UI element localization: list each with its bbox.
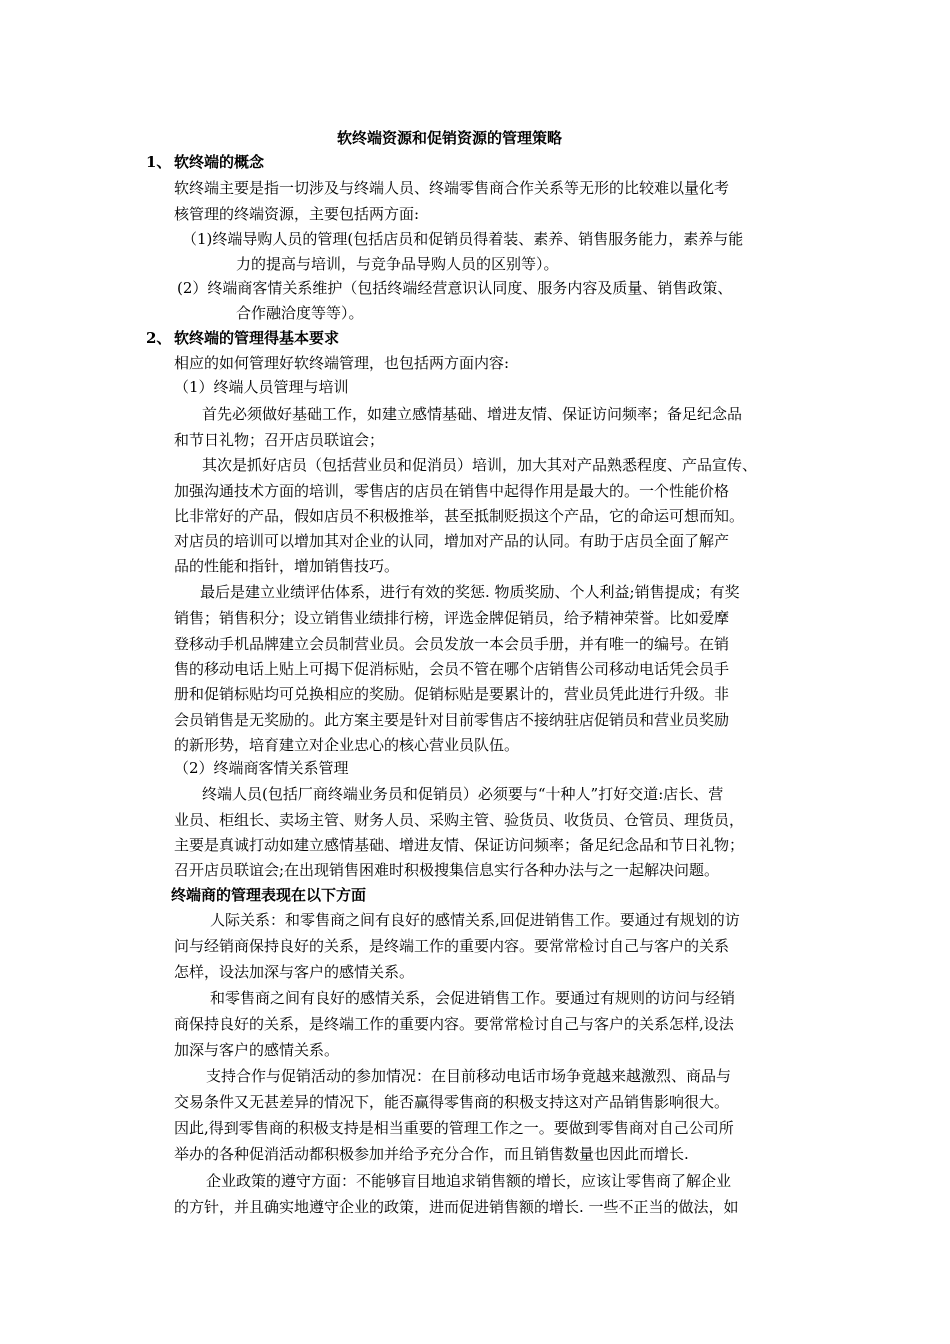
section-2-number: 2、 bbox=[146, 329, 172, 347]
section-2-intro: 相应的如何管理好软终端管理，也包括两方面内容: bbox=[174, 354, 510, 372]
document-title: 软终端资源和促销资源的管理策略 bbox=[337, 129, 563, 147]
paragraph-line: 怎样，设法加深与客户的感情关系。 bbox=[174, 963, 415, 981]
paragraph-line: 召开店员联谊会;在出现销售困难时积极搜集信息实行各种办法与之一起解决问题。 bbox=[174, 861, 720, 879]
section-1-item-2-line: (2）终端商客情关系维护（包括终端经营意识认同度、服务内容及质量、销售政策、 bbox=[177, 279, 733, 297]
section-1-intro-line: 软终端主要是指一切涉及与终端人员、终端零售商合作关系等无形的比较难以量化考 bbox=[174, 179, 730, 197]
section-2-heading: 软终端的管理得基本要求 bbox=[174, 329, 340, 347]
paragraph-line: 销售；销售积分；设立销售业绩排行榜，评选金牌促销员，给予精神荣誉。比如爱摩 bbox=[174, 609, 730, 627]
paragraph-line: 加深与客户的感情关系。 bbox=[174, 1041, 340, 1059]
paragraph-line: 的新形势，培育建立对企业忠心的核心营业员队伍。 bbox=[174, 736, 520, 754]
paragraph-line: 售的移动电话上贴上可揭下促消标贴，会员不管在哪个店销售公司移动电话凭会员手 bbox=[174, 660, 730, 678]
section-1-item-2-line: 合作融洽度等等）。 bbox=[236, 304, 364, 322]
section-1-intro-line: 核管理的终端资源，主要包括两方面: bbox=[174, 205, 420, 223]
paragraph-line: 支持合作与促销活动的参加情况：在目前移动电话市场争竟越来越激烈、商品与 bbox=[206, 1067, 732, 1085]
paragraph-line: 举办的各种促消活动都积极参加并给予充分合作，而且销售数量也因此而增长. bbox=[174, 1145, 689, 1163]
paragraph-line: 问与经销商保持良好的关系，是终端工作的重要内容。要常常检讨自己与客户的关系 bbox=[174, 937, 730, 955]
paragraph-line: 和节日礼物；召开店员联谊会； bbox=[174, 431, 385, 449]
paragraph-line: 业员、柜组长、卖场主管、财务人员、采购主管、验货员、收货员、仓管员、理货员， bbox=[174, 811, 745, 829]
paragraph-line: 其次是抓好店员（包括营业员和促消员）培训，加大其对产品熟悉程度、产品宣传、 bbox=[202, 456, 758, 474]
paragraph-line: 品的性能和指针，增加销售技巧。 bbox=[174, 557, 400, 575]
paragraph-line: 终端人员(包括厂商终端业务员和促销员）必须要与“十种人”打好交道:店长、营 bbox=[202, 785, 724, 803]
section-1-number: 1、 bbox=[146, 153, 172, 171]
paragraph-line: 的方针，并且确实地遵守企业的政策，进而促进销售额的增长. 一些不正当的做法，如 bbox=[174, 1198, 739, 1216]
paragraph-line: 因此,得到零售商的积极支持是相当重要的管理工作之一。要做到零售商对自己公司所 bbox=[174, 1119, 734, 1137]
paragraph-line: 对店员的培训可以增加其对企业的认同，增加对产品的认同。有助于店员全面了解产 bbox=[174, 532, 730, 550]
paragraph-line: 首先必须做好基础工作，如建立感情基础、增进友情、保证访问频率；备足纪念品 bbox=[202, 405, 743, 423]
paragraph-line: 和零售商之间有良好的感情关系，会促进销售工作。要通过有规则的访问与经销 bbox=[210, 989, 736, 1007]
paragraph-line: 交易条件又无甚差异的情况下，能否赢得零售商的积极支持这对产品销售影响很大。 bbox=[174, 1093, 730, 1111]
section-2-subheading-2: （2）终端商客情关系管理 bbox=[174, 759, 349, 777]
paragraph-line: 加强沟通技术方面的培训，零售店的店员在销售中起得作用是最大的。一个性能价格 bbox=[174, 482, 730, 500]
section-3-heading: 终端商的管理表现在以下方面 bbox=[171, 886, 367, 904]
paragraph-line: 比非常好的产品，假如店员不积极推举，甚至抵制贬损这个产品，它的命运可想而知。 bbox=[174, 507, 745, 525]
section-1-item-1-line: 力的提高与培训，与竞争品导购人员的区别等）。 bbox=[236, 255, 559, 273]
paragraph-line: 最后是建立业绩评估体系，进行有效的奖惩. 物质奖励、个人利益;销售提成；有奖 bbox=[200, 583, 740, 601]
paragraph-line: 会员销售是无奖励的。此方案主要是针对目前零售店不接纳驻店促销员和营业员奖励 bbox=[174, 711, 730, 729]
paragraph-line: 主要是真诚打动如建立感情基础、增进友情、保证访问频率；备足纪念品和节日礼物； bbox=[174, 836, 745, 854]
section-1-heading: 软终端的概念 bbox=[174, 153, 265, 171]
paragraph-line: 册和促销标贴均可兑换相应的奖励。促销标贴是要累计的，营业员凭此进行升级。非 bbox=[174, 685, 730, 703]
section-1-item-1-line: （1)终端导购人员的管理(包括店员和促销员得着装、素养、销售服务能力，素养与能 bbox=[182, 230, 744, 248]
paragraph-line: 登移动手机品牌建立会员制营业员。会员发放一本会员手册，并有唯一的编号。在销 bbox=[174, 635, 730, 653]
paragraph-line: 人际关系：和零售商之间有良好的感情关系,回促进销售工作。要通过有规划的访 bbox=[210, 911, 740, 929]
paragraph-line: 商保持良好的关系，是终端工作的重要内容。要常常检讨自己与客户的关系怎样,设法 bbox=[174, 1015, 734, 1033]
paragraph-line: 企业政策的遵守方面：不能够盲目地追求销售额的增长，应该让零售商了解企业 bbox=[206, 1172, 732, 1190]
section-2-subheading-1: （1）终端人员管理与培训 bbox=[174, 378, 349, 396]
